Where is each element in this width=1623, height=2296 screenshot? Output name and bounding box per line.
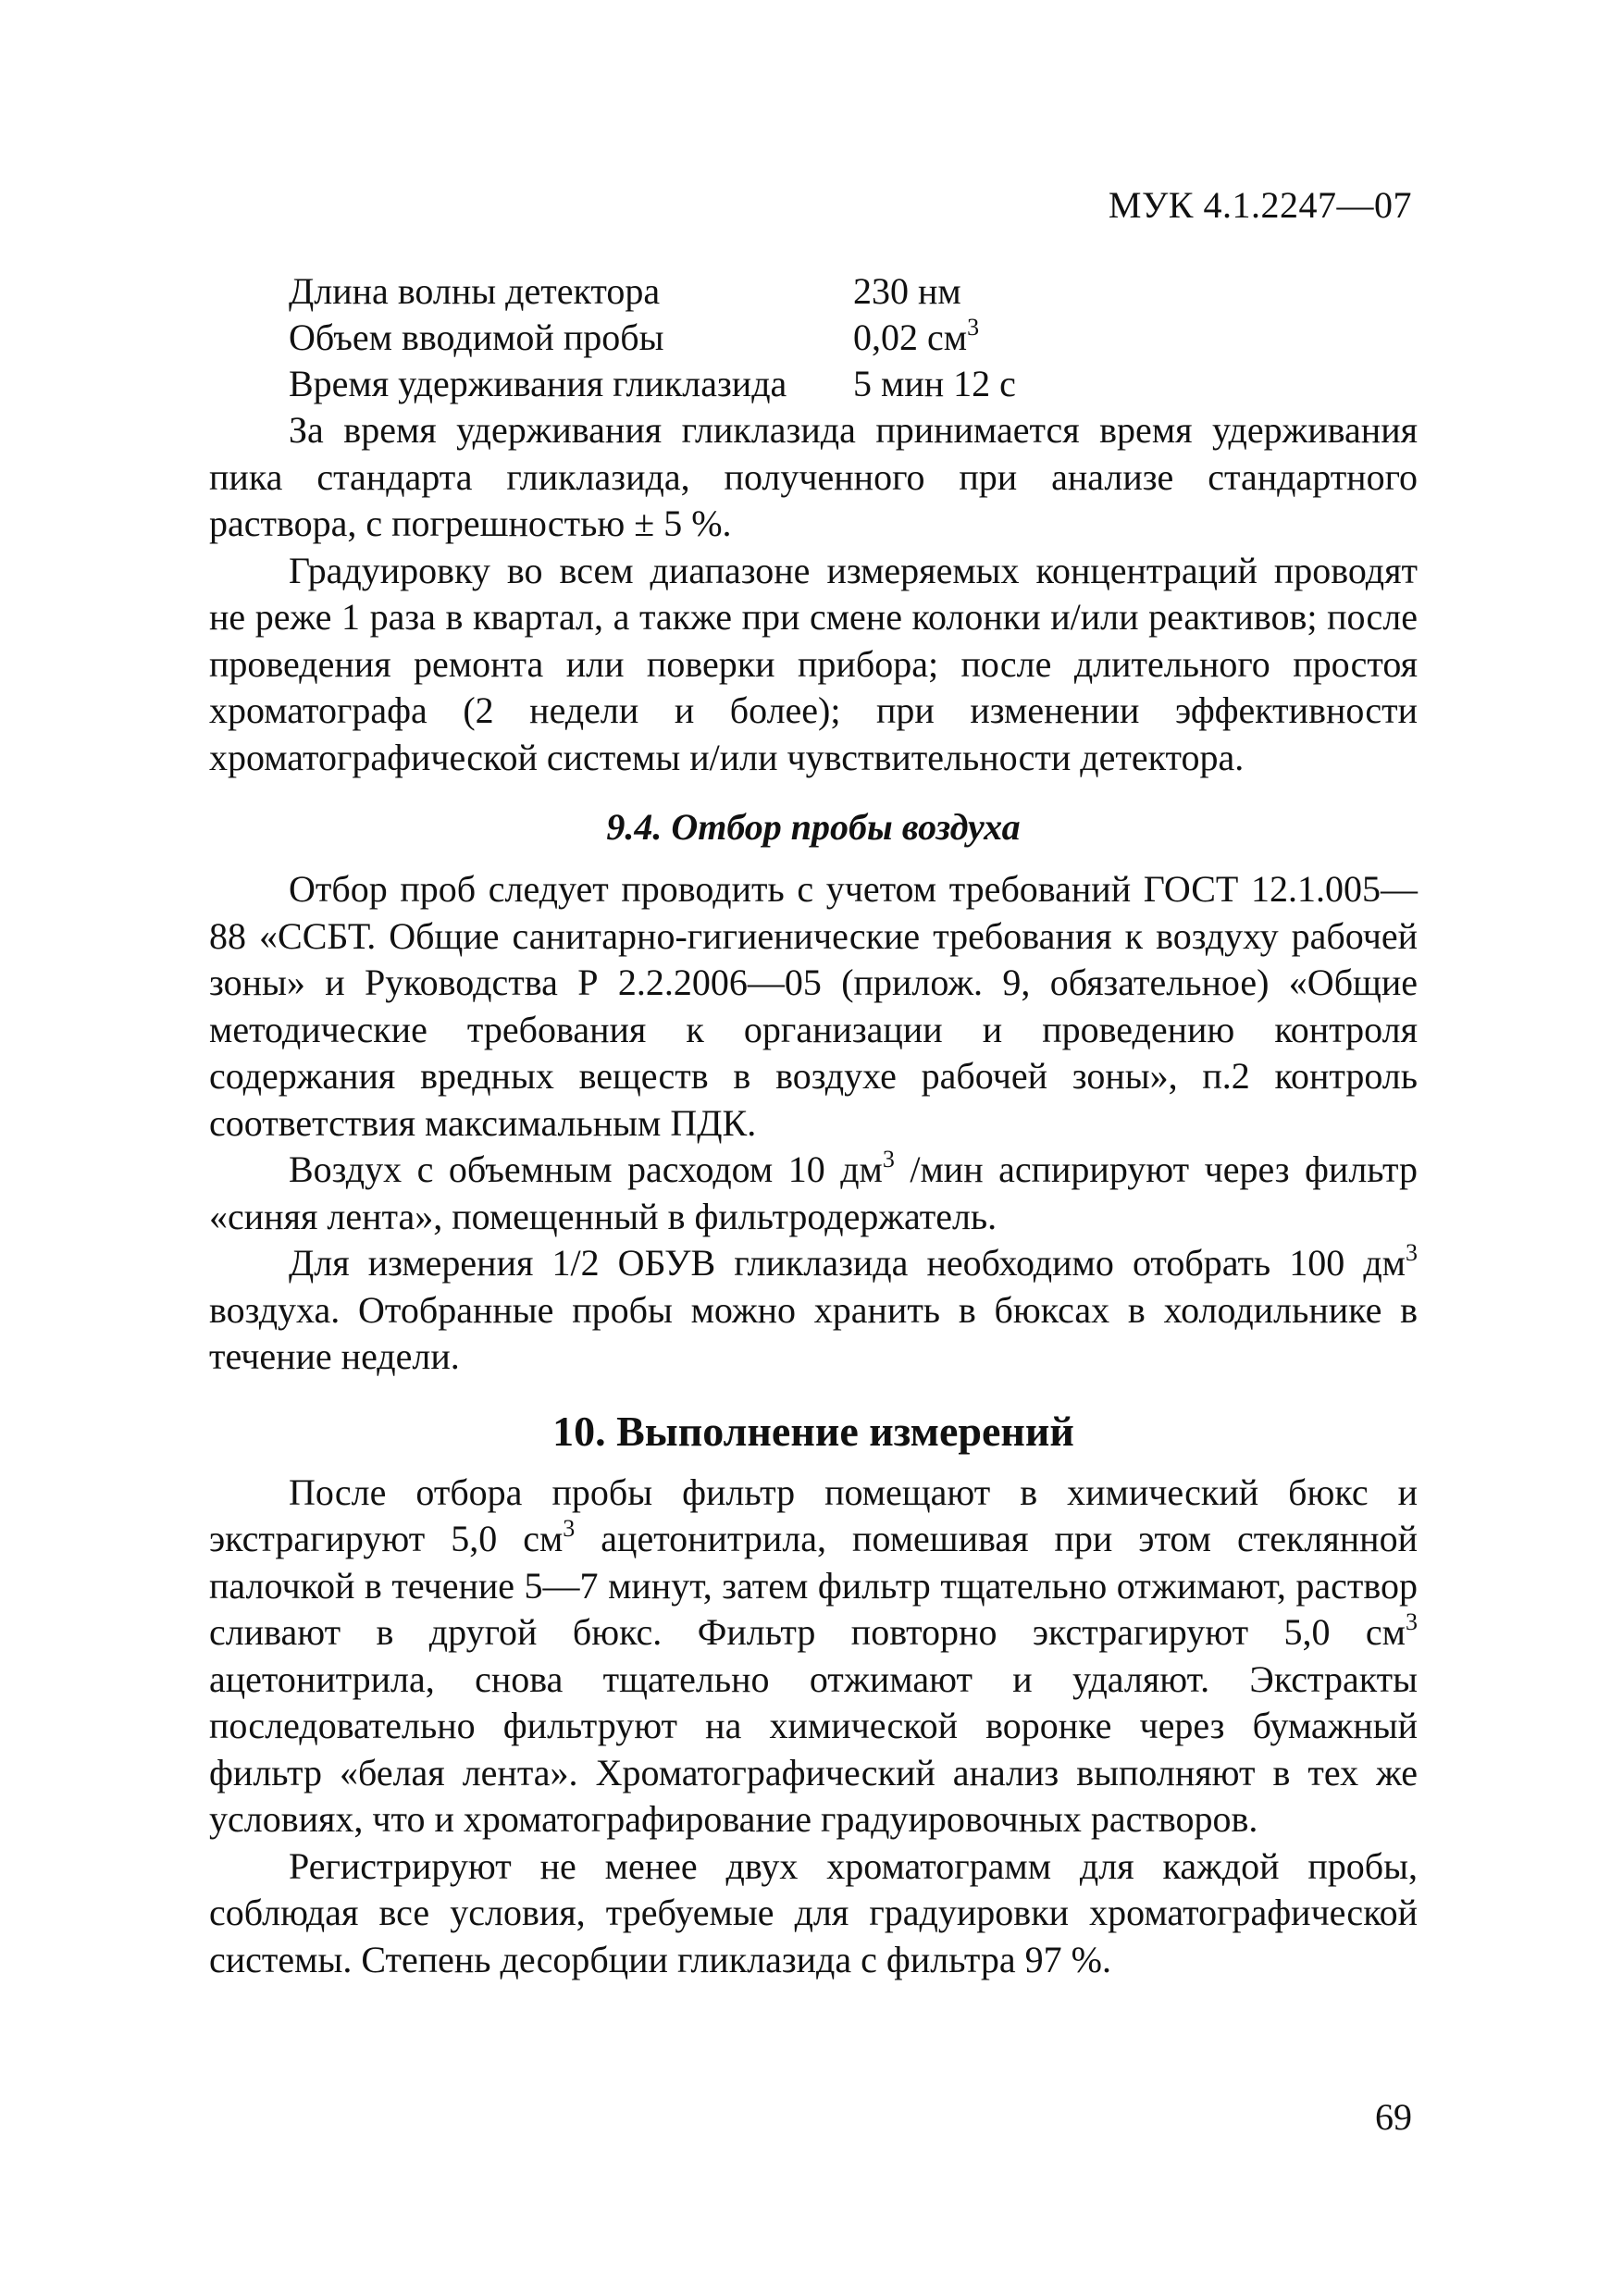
section-10-heading: 10. Выполнение измерений (552, 1407, 1074, 1455)
parameters-list (289, 268, 1121, 407)
paragraph-measurement-volume: Для измерения 1/2 ОБУВ гликлазида необходимо отобрать 100 $дм^3$ воздуха. Отобранные пробы можно хранить в бюксах в холодильнике в течение недели. (209, 1239, 1418, 1377)
parameter-name: Объем вводимой пробы (289, 316, 664, 358)
paragraph-calibration: Градуировку во всем диапазоне измеряемых концентраций проводят не реже 1 раза в квартал, а также при смене колонки и/или реактивов; после проведения ремонта или поверки прибора; после длительного простоя хроматографа (2 недели и более); при изменении эффективности хроматографической системы и/или чувствительности детектора. (209, 549, 1418, 778)
parameter-value: 0,02 $см^3$ (853, 314, 980, 358)
paragraph-retention: За время удерживания гликлазида принимается время удерживания пика стандарта гликлазида, полученного при анализе стандартного раствора, с погрешностью ± 5 %. (209, 409, 1418, 544)
paragraph-execution: После отбора пробы фильтр помещают в химический бюкс и экстрагируют 5,0 $см^3$ ацетонитрила, помешивая при этом стеклянной палочкой в течение 5—7 минут, затем фильтр тщательно отжимают, раствор сливают в другой бюкс. Фильтр повторно экстрагируют 5,0 $см^3$ ацетонитрила, снова тщательно отжимают и удаляют. Экстракты последовательно фильтруют на химической воронке через бумажный фильтр «белая лента». Хроматографический анализ выполняют в тех же условиях, что и хроматографирование градуировочных растворов. (209, 1471, 1418, 1840)
document-body (209, 407, 1418, 1983)
section-9-4-heading: 9.4. Отбор пробы воздуха (606, 806, 1021, 848)
parameter-value: 230 нм (853, 270, 961, 312)
page-number: 69 (1375, 2096, 1412, 2138)
parameter-row (289, 361, 1121, 407)
document-code-header: МУК 4.1.2247—07 (1108, 184, 1412, 226)
parameter-name: Длина волны детектора (289, 270, 661, 312)
paragraph-air-flow: Воздух с объемным расходом 10 $дм^3$ /мин аспирируют через фильтр «синяя лента», помещенный в фильтродержатель. (209, 1146, 1418, 1237)
parameter-row (289, 315, 1121, 361)
paragraph-sampling: Отбор проб следует проводить с учетом требований ГОСТ 12.1.005—88 «ССБТ. Общие санитарно-гигиенические требования к воздуху рабочей зоны» и Руководства Р 2.2.2006—05 (прилож. 9, обязательное) «Общие методические требования к организации и проведению контроля содержания вредных веществ в воздухе рабочей зоны», п.2 контроль соответствия максимальным ПДК. (209, 868, 1418, 1144)
parameter-row (289, 268, 1121, 315)
paragraph-registration: Регистрируют не менее двух хроматограмм для каждой пробы, соблюдая все условия, требуемые для градуировки хроматографической системы. Степень десорбции гликлазида с фильтра 97 %. (209, 1844, 1418, 1980)
parameter-name: Время удерживания гликлазида (289, 363, 787, 404)
parameter-value: 5 мин 12 с (853, 363, 1016, 404)
